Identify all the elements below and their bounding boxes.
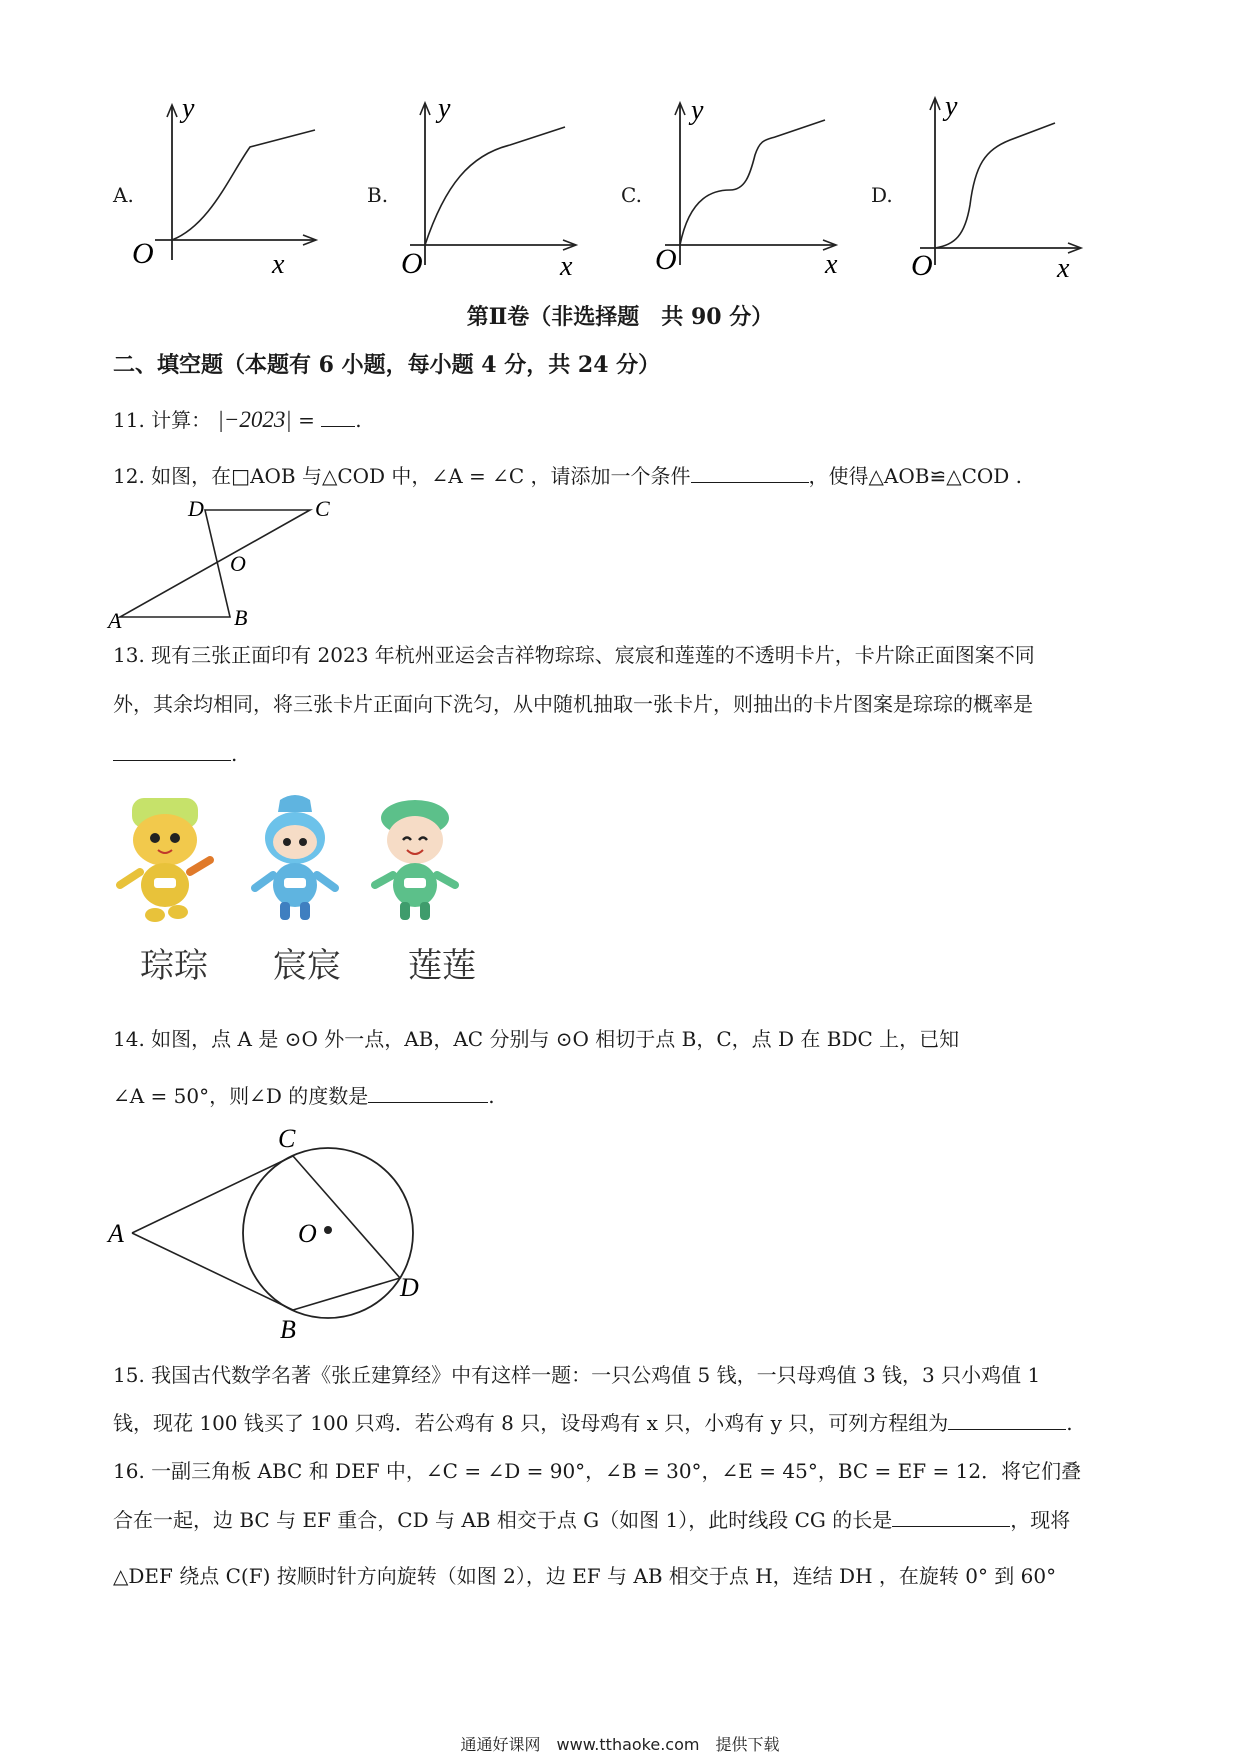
- y-axis-label: y: [182, 93, 195, 124]
- question-15-line2: [113, 1409, 1073, 1437]
- mascot-chenchen-name: 宸宸: [273, 946, 341, 986]
- q16-number: 16.: [113, 1459, 145, 1483]
- question-12: [113, 462, 1022, 490]
- q16-line1: 一副三角板 ABC 和 DEF 中，∠C = ∠D = 90°，∠B = 30°，∠E = 45°，BC = EF = 12．将它们叠: [151, 1459, 1082, 1483]
- q13-line1: 现有三张正面印有 2023 年杭州亚运会吉祥物琮琮、宸宸和莲莲的不透明卡片，卡片除正面图案不同: [151, 643, 1035, 667]
- q15-line2: 钱，现花 100 钱买了 100 只鸡．若公鸡有 8 只，设母鸡有 x 只，小鸡有 y 只，可列方程组为: [113, 1411, 949, 1435]
- question-11: [113, 406, 362, 434]
- q12-text-a: 如图，在□AOB 与△COD 中，∠A = ∠C ，请添加一个条件: [151, 464, 691, 488]
- curve: [680, 120, 825, 245]
- y-axis-label: y: [691, 95, 704, 126]
- q15-line1: 我国古代数学名著《张丘建算经》中有这样一题：一只公鸡值 5 钱，一只母鸡值 3 钱，3 只小鸡值 1: [151, 1363, 1041, 1387]
- y-axis-label: y: [945, 91, 958, 122]
- q16-answer-blank[interactable]: [892, 1506, 1010, 1527]
- x-axis-label: x: [560, 251, 573, 282]
- mascot-lianlian-image: [360, 790, 470, 930]
- curve: [425, 127, 565, 245]
- choice-b-graph: [390, 93, 590, 282]
- origin-label: O: [401, 247, 423, 280]
- q12-label-a: A: [108, 608, 122, 633]
- q14-line1: 如图，点 A 是 ⊙O 外一点，AB，AC 分别与 ⊙O 相切于点 B，C，点 D 在 BDC 上，已知: [151, 1027, 960, 1051]
- q13-end: .: [231, 742, 238, 766]
- choice-d-graph: [895, 91, 1095, 284]
- q14-end: .: [488, 1084, 495, 1108]
- question-16-line1: [113, 1457, 1081, 1485]
- q13-answer-blank[interactable]: [113, 740, 231, 761]
- q14-label-o: O: [298, 1219, 317, 1248]
- q12-label-o: O: [230, 551, 246, 576]
- question-15-line1: [113, 1361, 1040, 1389]
- curve: [172, 130, 315, 240]
- q14-tangent-ac: [132, 1156, 293, 1233]
- q15-answer-blank[interactable]: [948, 1409, 1066, 1430]
- question-13-line1: [113, 641, 1035, 669]
- part2-title: 第Ⅱ卷（非选择题 共 90 分）: [466, 304, 774, 330]
- q11-end: .: [355, 408, 362, 432]
- q12-label-b: B: [234, 605, 248, 630]
- choice-a-label: A.: [113, 183, 134, 207]
- q12-label-d: D: [188, 496, 204, 521]
- q12-number: 12.: [113, 464, 145, 488]
- question-13-line2: 外，其余均相同，将三张卡片正面向下洗匀，从中随机抽取一张卡片，则抽出的卡片图案是琮琮的概率是: [113, 692, 1033, 716]
- q14-answer-blank[interactable]: [368, 1082, 488, 1103]
- mascot-lianlian-name: 莲莲: [408, 946, 476, 986]
- q14-label-a: A: [108, 1219, 124, 1248]
- y-axis-label: y: [438, 93, 451, 124]
- q14-figure: [110, 1120, 440, 1345]
- x-axis-label: x: [1057, 253, 1070, 284]
- q16-line2b: ，现将: [1010, 1508, 1071, 1532]
- q14-tangent-ab: [132, 1233, 293, 1310]
- q12-triangles: [120, 510, 310, 617]
- x-axis-label: x: [825, 249, 838, 280]
- choice-graphs: [0, 91, 1240, 285]
- q16-line2a: 合在一起，边 BC 与 EF 重合，CD 与 AB 相交于点 G（如图 1），此时线段 CG 的长是: [113, 1508, 893, 1532]
- curve: [935, 123, 1055, 248]
- question-14-line2: [113, 1082, 495, 1110]
- section2-title: 二、填空题（本题有 6 小题，每小题 4 分，共 24 分）: [113, 352, 661, 378]
- q14-label-d: D: [400, 1273, 419, 1302]
- q15-number: 15.: [113, 1363, 145, 1387]
- origin-label: O: [655, 243, 677, 276]
- q11-number: 11.: [113, 408, 145, 432]
- q14-label-b: B: [280, 1315, 296, 1344]
- choice-b-label: B.: [367, 183, 389, 207]
- q12-figure: [108, 496, 350, 633]
- q14-number: 14.: [113, 1027, 145, 1051]
- q14-line2: ∠A = 50°，则∠D 的度数是: [113, 1084, 369, 1108]
- q11-prefix: 计算：: [151, 408, 212, 432]
- q12-text-b: ，使得△AOB≌△COD .: [808, 464, 1023, 488]
- q15-end: .: [1066, 1411, 1073, 1435]
- choice-a-graph: [132, 93, 330, 280]
- page-footer: 通通好课网 www.tthaoke.com 提供下载: [460, 1735, 780, 1754]
- question-14-line1: [113, 1025, 959, 1053]
- question-13-line3: [113, 740, 237, 768]
- choice-c-graph: [645, 95, 845, 280]
- mascot-congcong-image: [110, 790, 220, 930]
- choice-d-label: D.: [871, 183, 893, 207]
- q14-center-dot: [324, 1226, 332, 1234]
- question-16-line2: [113, 1506, 1070, 1534]
- q14-label-c: C: [278, 1124, 296, 1153]
- mascot-row: [110, 790, 510, 990]
- mascot-congcong-name: 琮琮: [140, 946, 208, 986]
- choice-c-label: C.: [621, 183, 642, 207]
- q13-number: 13.: [113, 643, 145, 667]
- q11-expression: |−2023|: [217, 407, 292, 432]
- x-axis-label: x: [272, 249, 285, 280]
- origin-label: O: [132, 237, 154, 270]
- q12-label-c: C: [315, 496, 330, 521]
- question-16-line3: △DEF 绕点 C(F) 按顺时针方向旋转（如图 2），边 EF 与 AB 相交于点 H，连结 DH ，在旋转 0° 到 60°: [113, 1564, 1057, 1588]
- origin-label: O: [911, 249, 933, 282]
- q11-equals: =: [298, 408, 315, 432]
- mascot-chenchen-image: [240, 790, 350, 930]
- q11-answer-blank[interactable]: [321, 406, 355, 427]
- q12-answer-blank[interactable]: [691, 462, 809, 483]
